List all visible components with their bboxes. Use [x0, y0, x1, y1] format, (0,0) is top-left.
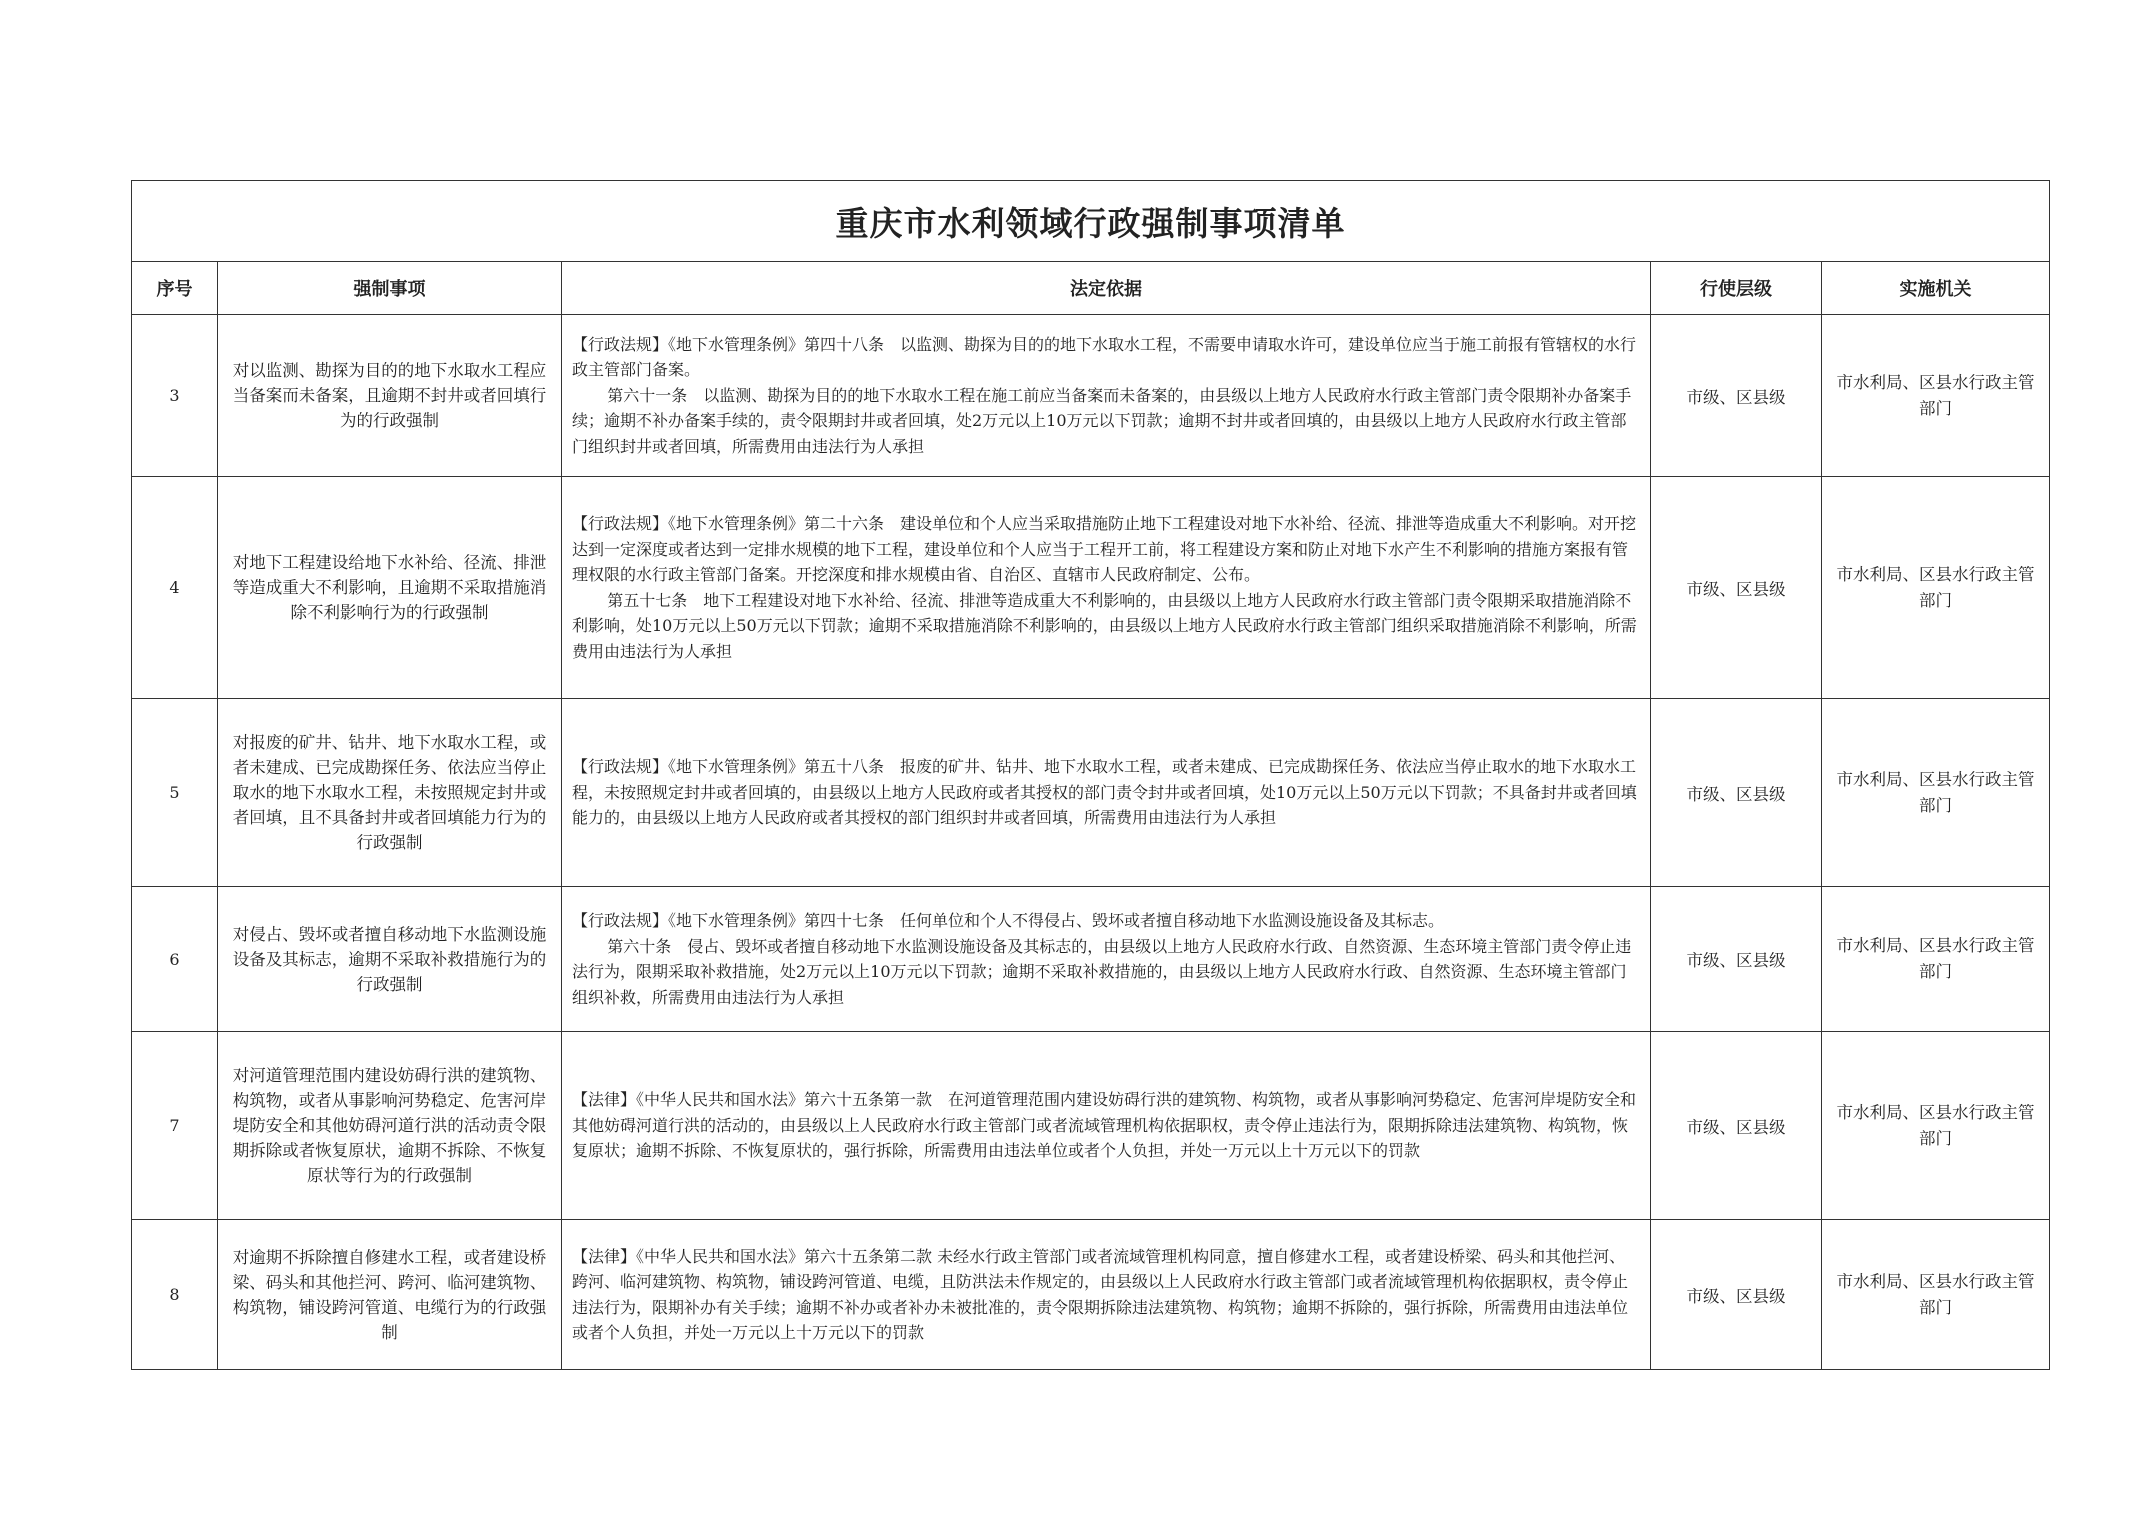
page-title: 重庆市水利领域行政强制事项清单: [132, 181, 2050, 262]
legal-basis: [562, 477, 1651, 699]
basis-paragraph: 【法律】《中华人民共和国水法》第六十五条第一款 在河道管理范围内建设妨碍行洪的建筑物、构筑物，或者从事影响河势稳定、危害河岸堤防安全和其他妨碍河道行洪的活动的，由县级以上人民政府水行政主管部门或者流域管理机构依据职权，责令停止违法行为，限期拆除违法建筑物、构筑物，恢复原状；逾期不拆除、不恢复原状的，强行拆除，所需费用由违法单位或者个人负担，并处一万元以上十万元以下的罚款: [572, 1090, 1637, 1161]
row-number: 3: [132, 315, 218, 477]
basis-paragraph: 第六十一条 以监测、勘探为目的的地下水取水工程在施工前应当备案而未备案的，由县级以上地方人民政府水行政主管部门责令限期补办备案手续；逾期不补办备案手续的，责令限期封井或者回填，处2万元以上10万元以下罚款；逾期不封井或者回填的，由县级以上地方人民政府水行政主管部门组织封井或者回填，所需费用由违法行为人承担: [572, 385, 1632, 456]
row-number: 4: [132, 477, 218, 699]
header-level: 行使层级: [1651, 262, 1822, 315]
row-number: 7: [132, 1032, 218, 1220]
implementing-agency: 市水利局、区县水行政主管部门: [1822, 1220, 2050, 1370]
authority-level: 市级、区县级: [1651, 887, 1822, 1032]
table-row: [132, 1032, 2050, 1220]
enforcement-item: 对以监测、勘探为目的的地下水取水工程应当备案而未备案，且逾期不封井或者回填行为的行政强制: [218, 315, 562, 477]
row-number: 8: [132, 1220, 218, 1370]
implementing-agency: 市水利局、区县水行政主管部门: [1822, 887, 2050, 1032]
document-sheet: [131, 180, 2049, 1370]
row-number: 6: [132, 887, 218, 1032]
authority-level: 市级、区县级: [1651, 477, 1822, 699]
enforcement-table: [131, 180, 2050, 1370]
basis-paragraph: 【行政法规】《地下水管理条例》第四十八条 以监测、勘探为目的的地下水取水工程，不需要申请取水许可，建设单位应当于施工前报有管辖权的水行政主管部门备案。: [572, 334, 1637, 380]
enforcement-item: 对侵占、毁坏或者擅自移动地下水监测设施设备及其标志，逾期不采取补救措施行为的行政强制: [218, 887, 562, 1032]
legal-basis: [562, 887, 1651, 1032]
implementing-agency: 市水利局、区县水行政主管部门: [1822, 1032, 2050, 1220]
basis-paragraph: 【行政法规】《地下水管理条例》第五十八条 报废的矿井、钻井、地下水取水工程，或者未建成、已完成勘探任务、依法应当停止取水的地下水取水工程，未按照规定封井或者回填的，由县级以上地方人民政府或者其授权的部门责令封井或者回填，处10万元以上50万元以下罚款；不具备封井或者回填能力的，由县级以上地方人民政府或者其授权的部门组织封井或者回填，所需费用由违法行为人承担: [572, 757, 1637, 828]
legal-basis: [562, 1032, 1651, 1220]
enforcement-item: 对报废的矿井、钻井、地下水取水工程，或者未建成、已完成勘探任务、依法应当停止取水的地下水取水工程，未按照规定封井或者回填，且不具备封井或者回填能力行为的行政强制: [218, 699, 562, 887]
basis-paragraph: 【法律】《中华人民共和国水法》第六十五条第二款 未经水行政主管部门或者流域管理机构同意，擅自修建水工程，或者建设桥梁、码头和其他拦河、跨河、临河建筑物、构筑物，铺设跨河管道、电缆，且防洪法未作规定的，由县级以上人民政府水行政主管部门或者流域管理机构依据职权，责令停止违法行为，限期补办有关手续；逾期不补办或者补办未被批准的，责令限期拆除违法建筑物、构筑物；逾期不拆除的，强行拆除，所需费用由违法单位或者个人负担，并处一万元以上十万元以下的罚款: [572, 1246, 1629, 1342]
authority-level: 市级、区县级: [1651, 315, 1822, 477]
header-basis: 法定依据: [562, 262, 1651, 315]
authority-level: 市级、区县级: [1651, 1220, 1822, 1370]
header-item: 强制事项: [218, 262, 562, 315]
table-row: [132, 887, 2050, 1032]
authority-level: 市级、区县级: [1651, 1032, 1822, 1220]
table-row: [132, 699, 2050, 887]
header-org: 实施机关: [1822, 262, 2050, 315]
implementing-agency: 市水利局、区县水行政主管部门: [1822, 477, 2050, 699]
legal-basis: [562, 1220, 1651, 1370]
authority-level: 市级、区县级: [1651, 699, 1822, 887]
table-row: [132, 1220, 2050, 1370]
header-no: 序号: [132, 262, 218, 315]
basis-paragraph: 【行政法规】《地下水管理条例》第二十六条 建设单位和个人应当采取措施防止地下工程建设对地下水补给、径流、排泄等造成重大不利影响。对开挖达到一定深度或者达到一定排水规模的地下工程，建设单位和个人应当于工程开工前，将工程建设方案和防止对地下水产生不利影响的措施方案报有管理权限的水行政主管部门备案。开挖深度和排水规模由省、自治区、直辖市人民政府制定、公布。: [572, 514, 1637, 584]
implementing-agency: 市水利局、区县水行政主管部门: [1822, 315, 2050, 477]
implementing-agency: 市水利局、区县水行政主管部门: [1822, 699, 2050, 887]
basis-paragraph: 【行政法规】《地下水管理条例》第四十七条 任何单位和个人不得侵占、毁坏或者擅自移动地下水监测设施设备及其标志。: [572, 911, 1445, 930]
table-row: [132, 477, 2050, 699]
enforcement-item: 对逾期不拆除擅自修建水工程，或者建设桥梁、码头和其他拦河、跨河、临河建筑物、构筑物，铺设跨河管道、电缆行为的行政强制: [218, 1220, 562, 1370]
basis-paragraph: 第六十条 侵占、毁坏或者擅自移动地下水监测设施设备及其标志的，由县级以上地方人民政府水行政、自然资源、生态环境主管部门责令停止违法行为，限期采取补救措施，处2万元以上10万元以下罚款；逾期不采取补救措施的，由县级以上地方人民政府水行政、自然资源、生态环境主管部门组织补救，所需费用由违法行为人承担: [572, 936, 1632, 1007]
table-header-row: [132, 262, 2050, 315]
enforcement-item: 对河道管理范围内建设妨碍行洪的建筑物、构筑物，或者从事影响河势稳定、危害河岸堤防安全和其他妨碍河道行洪的活动责令限期拆除或者恢复原状，逾期不拆除、不恢复原状等行为的行政强制: [218, 1032, 562, 1220]
enforcement-item: 对地下工程建设给地下水补给、径流、排泄等造成重大不利影响，且逾期不采取措施消除不利影响行为的行政强制: [218, 477, 562, 699]
legal-basis: [562, 699, 1651, 887]
row-number: 5: [132, 699, 218, 887]
table-row: [132, 315, 2050, 477]
basis-paragraph: 第五十七条 地下工程建设对地下水补给、径流、排泄等造成重大不利影响的，由县级以上地方人民政府水行政主管部门责令限期采取措施消除不利影响，处10万元以上50万元以下罚款；逾期不采取措施消除不利影响的，由县级以上地方人民政府水行政主管部门组织采取措施消除不利影响，所需费用由违法行为人承担: [572, 590, 1637, 661]
legal-basis: [562, 315, 1651, 477]
